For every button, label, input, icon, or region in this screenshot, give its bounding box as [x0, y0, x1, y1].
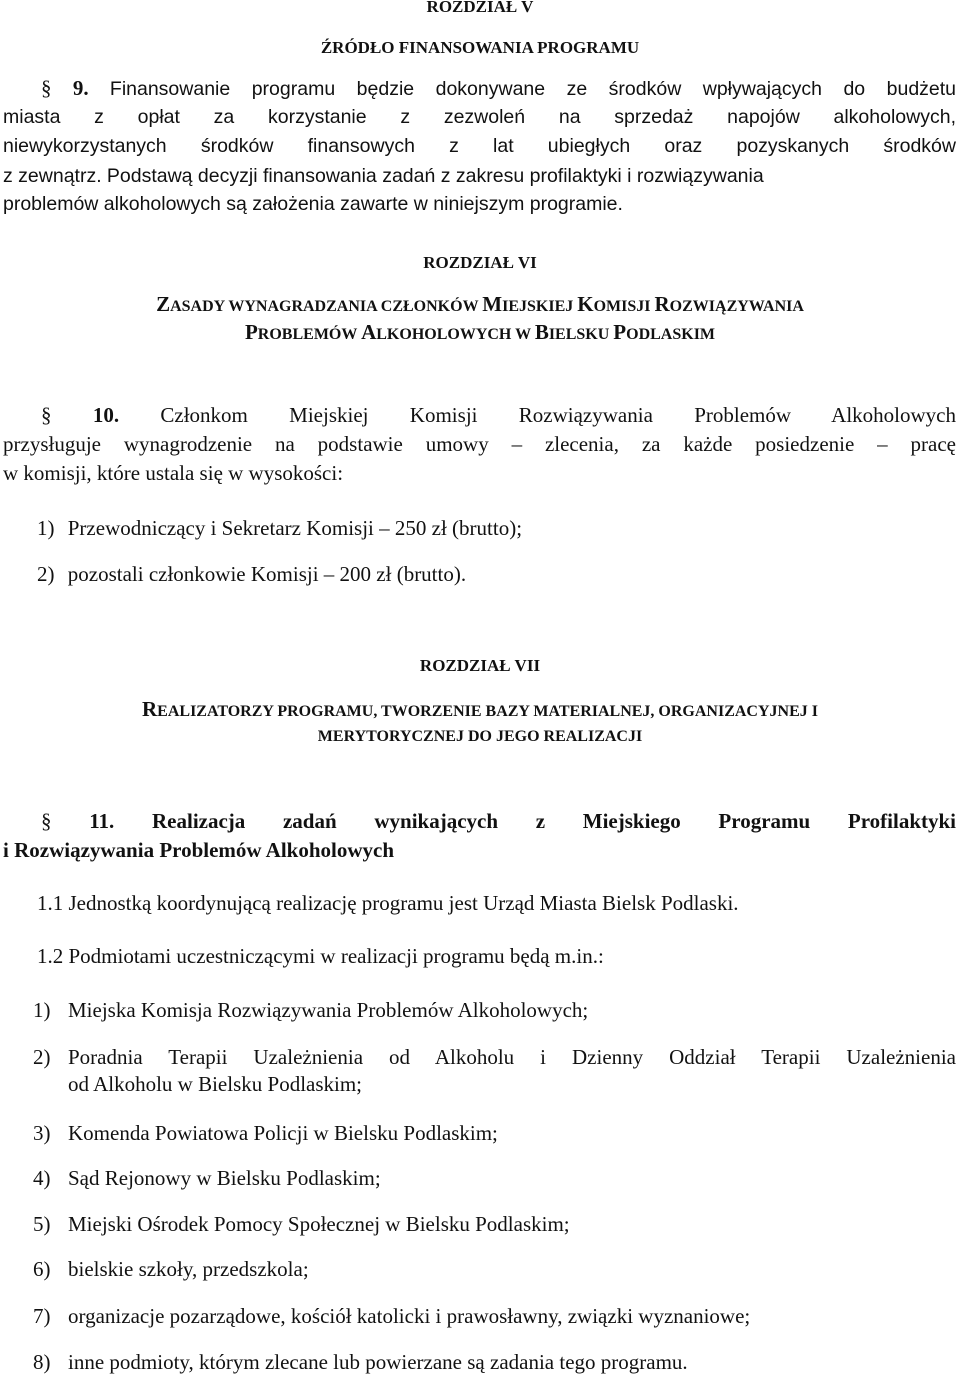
heading-word: IELSKU — [548, 326, 614, 343]
heading-initial: K — [577, 292, 594, 316]
entity-item — [33, 1121, 956, 1146]
entity-text-continued: od Alkoholu w Bielsku Podlaskim; — [68, 1072, 363, 1096]
heading-word: ROBLEMÓW — [257, 326, 362, 343]
section-9-text: z zewnątrz. — [3, 165, 102, 187]
section-11-line — [3, 807, 956, 836]
heading-initial: Z — [156, 292, 171, 316]
entity-text: bielskie szkoły, przedszkola; — [68, 1257, 309, 1281]
fee-item-number: 2) — [37, 562, 55, 586]
section-11-text: Realizacja zadań wynikających z Miejskiego Programu Profilaktyki — [152, 809, 957, 833]
section-9-line — [3, 74, 956, 103]
section-mark: § — [41, 809, 52, 833]
paragraph-1-1: 1.1 Jednostką koordynującą realizację programu jest Urząd Miasta Bielsk Podlaski. — [37, 891, 739, 915]
entity-number: 3) — [33, 1121, 51, 1145]
heading-word: W — [515, 326, 535, 343]
entity-text: Miejski Ośrodek Pomocy Społecznej w Bielsku Podlaskim; — [68, 1212, 570, 1236]
section-9-line — [3, 161, 956, 190]
heading-word: ASADY — [170, 298, 229, 315]
entity-number: 1) — [33, 998, 51, 1022]
section-number: 11. — [89, 809, 115, 833]
heading-word: IEJSKIEJ — [502, 298, 578, 315]
section-mark: § — [41, 403, 52, 427]
section-10-line — [3, 401, 956, 430]
entity-item — [33, 1045, 956, 1097]
section-10-line: w komisji, które ustala się w wysokości: — [3, 461, 344, 485]
entity-number: 2) — [33, 1045, 51, 1069]
section-mark: § — [41, 76, 52, 100]
entity-item — [33, 998, 956, 1023]
section-10-text: Członkom Miejskiej Komisji Rozwiązywania Problemów Alkoholowych — [160, 403, 957, 427]
heading-initial: R — [142, 697, 158, 721]
entity-text: Miejska Komisja Rozwiązywania Problemów Alkoholowych; — [68, 998, 589, 1022]
fee-item — [37, 516, 522, 541]
entity-item — [33, 1166, 956, 1191]
entity-item — [33, 1257, 956, 1282]
section-number: 10. — [92, 403, 120, 427]
chapter-5-subtitle: ŹRÓDŁO FINANSOWANIA PROGRAMU — [320, 38, 640, 57]
heading-word: OMISJI — [593, 298, 655, 315]
chapter-6-subtitle-line-2 — [0, 320, 960, 345]
heading-word: WYNAGRADZANIA — [228, 298, 381, 315]
entity-item — [33, 1212, 956, 1237]
entity-number: 4) — [33, 1166, 51, 1190]
paragraph-1-2: 1.2 Podmiotami uczestniczącymi w realizacji programu będą m.in.: — [37, 944, 604, 968]
entity-text: Komenda Powiatowa Policji w Bielsku Podlaskim; — [68, 1121, 498, 1145]
entity-number: 6) — [33, 1257, 51, 1281]
chapter-6-subtitle-line-1 — [0, 292, 960, 317]
section-9-text: Finansowanie programu będzie dokonywane ze środków wpływających do budżetu — [109, 78, 957, 100]
entity-text: organizacje pozarządowe, kościół katolicki i prawosławny, związki wyznaniowe; — [68, 1304, 751, 1328]
section-number: 9. — [72, 76, 89, 100]
fee-item-text: Przewodniczący i Sekretarz Komisji – 250 zł (brutto); — [67, 516, 523, 540]
section-10-paragraph — [3, 401, 956, 488]
entity-item — [33, 1350, 956, 1375]
fee-item-text: pozostali członkowie Komisji – 200 zł (brutto). — [67, 562, 467, 586]
entity-number: 5) — [33, 1212, 51, 1236]
heading-initial: M — [482, 292, 503, 316]
section-11-heading — [3, 807, 956, 865]
chapter-7-subtitle-line-1 — [0, 697, 960, 722]
heading-initial: R — [654, 292, 670, 316]
heading-word: OZWIĄZYWANIA — [669, 298, 804, 315]
chapter-7-title: ROZDZIAŁ VII — [419, 656, 541, 675]
entity-text: Poradnia Terapii Uzależnienia od Alkoholu i Dzienny Oddział Terapii Uzależnienia — [68, 1045, 956, 1069]
heading-initial: P — [244, 320, 258, 344]
chapter-7-subtitle-line-2 — [0, 728, 960, 746]
heading-initial: A — [361, 320, 377, 344]
entity-item — [33, 1304, 956, 1329]
fee-item — [37, 562, 466, 587]
section-9-line: problemów alkoholowych są założenia zawarte w niniejszym programie. — [3, 193, 623, 215]
heading-word: LKOHOLOWYCH — [376, 326, 516, 343]
entity-number: 7) — [33, 1304, 51, 1328]
section-10-line: przysługuje wynagrodzenie na podstawie umowy – zlecenia, za każde posiedzenie – pracę — [3, 432, 956, 456]
entity-number: 8) — [33, 1350, 51, 1374]
section-9-line: miasta z opłat za korzystanie z zezwoleń na sprzedaż napojów alkoholowych, — [3, 106, 956, 128]
heading-word: EALIZATORZY PROGRAMU, TWORZENIE BAZY MATERIALNEJ, ORGANIZACYJNEJ I — [157, 703, 818, 720]
chapter-6-title: ROZDZIAŁ VI — [423, 253, 537, 272]
chapter-5-title: ROZDZIAŁ V — [426, 0, 534, 16]
heading-word: ODLASKIM — [626, 326, 716, 343]
section-9-text: Podstawą decyzji finansowania zadań z zakresu profilaktyki i rozwiązywania — [106, 165, 764, 187]
entity-text: Sąd Rejonowy w Bielsku Podlaskim; — [68, 1166, 381, 1190]
section-9-line: niewykorzystanych środków finansowych z lat ubiegłych oraz pozyskanych środków — [3, 135, 956, 157]
section-11-line: i Rozwiązywania Problemów Alkoholowych — [3, 838, 395, 862]
heading-initial: B — [534, 320, 549, 344]
fee-item-number: 1) — [37, 516, 55, 540]
entity-text: inne podmioty, którym zlecane lub powierzane są zadania tego programu. — [68, 1350, 688, 1374]
section-9-paragraph — [3, 74, 956, 219]
heading-word: MERYTORYCZNEJ DO JEGO REALIZACJI — [317, 728, 643, 745]
heading-initial: P — [613, 320, 627, 344]
heading-word: CZŁONKÓW — [380, 298, 483, 315]
